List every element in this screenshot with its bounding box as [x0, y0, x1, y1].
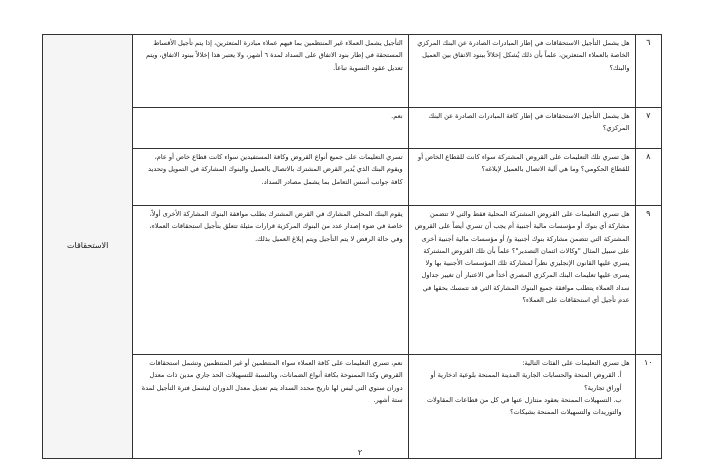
table-row — [43, 149, 662, 206]
question-item-b: ب. التسهيلات الممنحة بعقود منتازل عنها في كل من قطاعات المقاولات والتوريدات والتسهيلات الممنحة بشيكات؟ — [426, 395, 622, 417]
faq-table — [42, 34, 662, 459]
answer-cell: يقوم البنك المحلي المشارك في القرض المشترك بطلب موافقة البنوك المشاركة الأخرى أولاً، خاصة في ضوء إصدار عدد من البنوك المركزية قرارات مثيلة تتعلق بتأجيل استحقاقات العملاء، وفي حالة الرفض لا يتم التأجيل ويتم إبلاغ العميل بذلك. — [133, 206, 408, 355]
question-cell: هل تسري التعليمات على القروض المشتركة المحلية فقط والتي لا تتضمن مشاركة أي بنوك أو مؤسسات مالية أجنبية أم يجب أن تسري أيضاً على القروض المشتركة التي تتضمن مشاركة بنوك أجنبية و/ أو مؤسسات مالية أجنبية أخرى على سبيل المثال "وكالات ائتمان التصدير"؟ علماً بأن تلك القروض المشتركة يسري عليها القانون الإنجليزي نظراً لمشاركة تلك المؤسسات الأجنبية بها ولا يسرى عليها تعليمات البنك المركزي المصري أخذاً في الاعتبار أن تغيير جداول سداد العملاء يتطلب موافقة جميع البنوك المشاركة التي قد تتمسك بحقها في عدم تأجيل أي استحقاقات على العملاء؟ — [408, 206, 635, 355]
row-number: ٦ — [635, 35, 661, 108]
page-number: ٢ — [357, 448, 363, 457]
question-item-a: أ. القروض المنحة والحسابات الجارية المدينة الممنحة بلوعية ادخارية أو أوراق تجارية؟ — [430, 371, 622, 392]
question-cell: هل يشمل التأجيل الاستحقاقات في إطار المبادرات الصادرة عن البنك المركزي الخاصة بالعملاء المتعثرين، علماً بأن ذلك يُشكل إخلالاً ببنود الاتفاق بين العميل والبنك؟ — [408, 35, 635, 108]
question-cell: هل تسري تلك التعليمات على القروض المشتركة سواء كانت للقطاع الخاص أو للقطاع الحكومي؟ وما هي آلية الاتصال بالعميل لإبلاغه؟ — [408, 149, 635, 206]
question-cell: هل يشمل التأجيل الاستحقاقات في إطار كافة المبادرات الصادرة عن البنك المركزي؟ — [408, 108, 635, 149]
table-row — [43, 206, 662, 355]
row-number: ٧ — [635, 108, 661, 149]
answer-cell: تسري التعليمات على جميع أنواع القروض وكافة المستفيدين سواء كانت قطاع خاص أو عام، ويقوم البنك الذي يُدير القرض المشترك بالاتصال بالعميل والبنوك المشاركة في التمويل وتحديد كافة جوانب أسس التعامل بما يشمل مصادر السداد. — [133, 149, 408, 206]
question-cell — [408, 355, 635, 459]
question-intro: هل تسري التعليمات على الفئات التالية: — [522, 359, 630, 367]
table-row — [43, 35, 662, 108]
table-row — [43, 108, 662, 149]
row-number: ٨ — [635, 149, 661, 206]
row-number: ٩ — [635, 206, 661, 355]
answer-cell: التأجيل يشمل العملاء غير المنتظمين بما فيهم عملاء مبادرة المتعثرين، إذا يتم تأجيل الأقساط المستحقة في إطار بنود الاتفاق على السداد لمدة ٦ أشهر، ولا يعتبر هذا إخلالاً ببنود الاتفاق، ويتم تعديل عقود التسوية تباعاً. — [133, 35, 408, 108]
answer-cell: نعم. — [133, 108, 408, 149]
row-number: ١٠ — [635, 355, 661, 459]
category-cell: الاستحقاقات — [43, 35, 133, 459]
table-row — [43, 355, 662, 459]
answer-cell: نعم، تسري التعليمات على كافة العملاء سواء المنتظمين أو غير المنتظمين وتشمل استحقاقات القروض وكذا الممنوحة بكافة أنواع الضمانات، وبالنسبة للتسهيلات الحد جاري مدين ذات معدل دوران سنوي التي ليس لها تاريخ محدد السداد يتم تعديل معدل الدوران ليشمل فترة التأجيل لمدة ستة أشهر. — [133, 355, 408, 459]
